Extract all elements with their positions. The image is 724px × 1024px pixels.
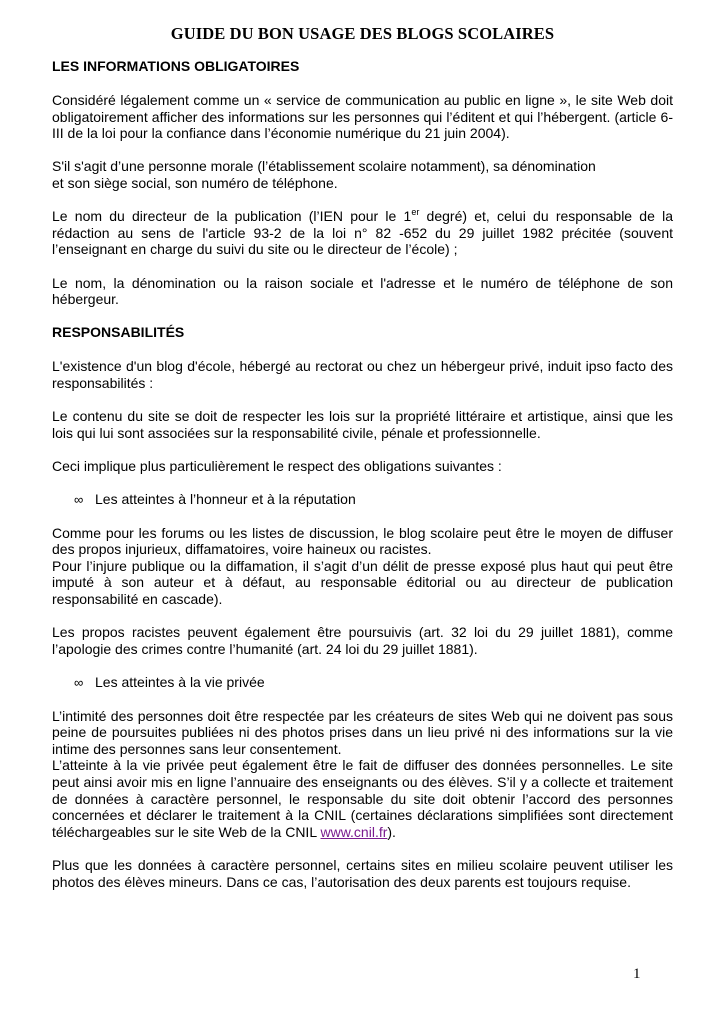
infinity-bullet-icon: ∞ xyxy=(74,492,84,508)
paragraph: Le contenu du site se doit de respecter les lois sur la propriété littéraire et artistique, ainsi que les lois qui lui sont associées sur la responsabilité civile, pénale et professionnelle. xyxy=(52,408,673,441)
text-run: degré) et, celui du responsable de la rédaction au sens de l'article 93-2 de la loi n° 82 -652 du 29 juillet 1982 précitée (souvent l’enseignant en charge du suivi du site ou le directeur de l’école) ; xyxy=(52,208,673,258)
paragraph: Ceci implique plus particulièrement le respect des obligations suivantes : xyxy=(52,457,502,474)
text-run: Le nom du directeur de la publication (l’IEN pour le 1 xyxy=(52,208,412,225)
superscript: er xyxy=(411,207,420,218)
bullet-text: Les atteintes à la vie privée xyxy=(95,674,265,690)
bullet-text: Les atteintes à l’honneur et à la réputation xyxy=(95,491,356,508)
paragraph: L’intimité des personnes doit être respectée par les créateurs de sites Web qui ne doivent pas sous peine de poursuites publiées ni des photos prises dans un lieu privé ni des informations sur la vie intime des personnes sans leur consentement. xyxy=(52,707,673,757)
paragraph xyxy=(52,208,673,258)
paragraph xyxy=(52,158,673,191)
text-run: ). xyxy=(387,823,396,840)
paragraph: Plus que les données à caractère personnel, certains sites en milieu scolaire peuvent utiliser les photos des élèves mineurs. Dans ce cas, l’autorisation des deux parents est toujours requise. xyxy=(52,856,673,890)
paragraph-line: et son siège social, son numéro de téléphone. xyxy=(52,174,338,191)
page-number: 1 xyxy=(633,966,641,982)
paragraph xyxy=(52,757,673,840)
paragraph: Comme pour les forums ou les listes de discussion, le blog scolaire peut être le moyen de diffuser des propos injurieux, diffamatoires, voire haineux ou racistes. xyxy=(52,524,673,558)
document-title: GUIDE DU BON USAGE DES BLOGS SCOLAIRES xyxy=(170,24,555,43)
paragraph: Le nom, la dénomination ou la raison sociale et l'adresse et le numéro de téléphone de son hébergeur. xyxy=(52,274,673,308)
bullet-item xyxy=(74,491,673,508)
paragraph: Pour l’injure publique ou la diffamation, il s’agit d’un délit de presse exposé plus haut qui peut être imputé à son auteur et à défaut, au responsable éditorial ou au directeur de publication responsabilité en cascade). xyxy=(52,557,673,608)
text-run: L’atteinte à la vie privée peut également être le fait de diffuser des données personnelles. Le site peut ainsi avoir mis en ligne l’annuaire des enseignants ou des élèves. S’il y a collecte et traitement de données à caractère personnel, le responsable du site doit obtenir l’accord des personnes concernées et déclarer le traitement à la CNIL (certaines déclarations simplifiées sont directement téléchargeables sur le site Web de la CNIL xyxy=(52,757,673,840)
paragraph-line: S'il s'agit d’une personne morale (l’établissement scolaire notamment), sa dénomination xyxy=(52,158,596,175)
section-heading-informations: LES INFORMATIONS OBLIGATOIRES xyxy=(52,58,300,74)
paragraph: L'existence d'un blog d'école, hébergé au rectorat ou chez un hébergeur privé, induit ipso facto des responsabilités : xyxy=(52,358,673,391)
section-heading-responsabilites: RESPONSABILITÉS xyxy=(52,324,185,341)
document-page xyxy=(52,24,673,907)
cnil-link[interactable]: www.cnil.fr xyxy=(320,823,388,840)
infinity-bullet-icon: ∞ xyxy=(74,675,84,690)
bullet-item xyxy=(74,674,673,691)
paragraph: Considéré légalement comme un « service de communication au public en ligne », le site Web doit obligatoirement afficher des informations sur les personnes qui l’éditent et qui l’hébergent. (article 6-III de la loi pour la confiance dans l’économie numérique du 21 juin 2004). xyxy=(52,92,673,142)
paragraph: Les propos racistes peuvent également être poursuivis (art. 32 loi du 29 juillet 1881), comme l’apologie des crimes contre l’humanité (art. 24 loi du 29 juillet 1881). xyxy=(52,624,673,657)
